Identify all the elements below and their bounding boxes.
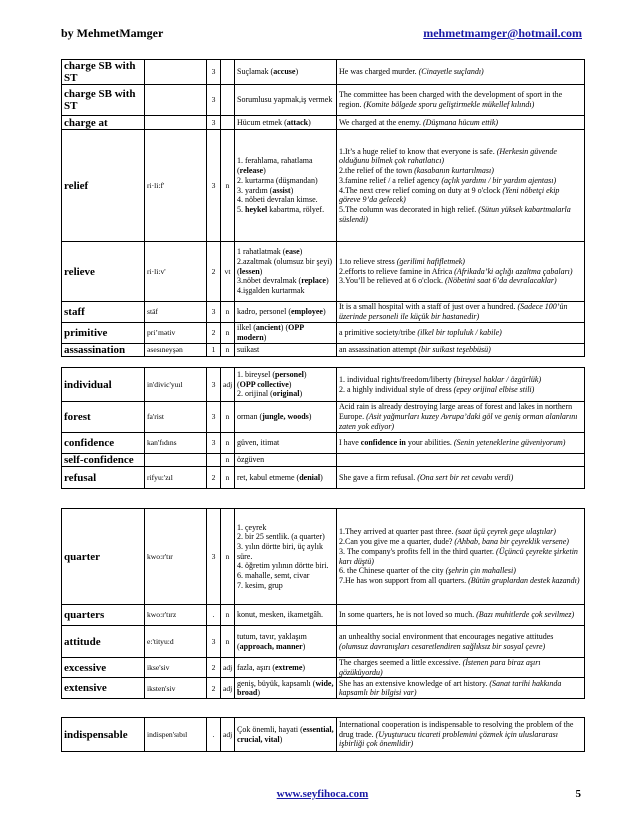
text-run: Acid rain is already destroying large areas of forest and lakes in northern Europe. bbox=[339, 402, 573, 422]
vocab-word: relieve bbox=[62, 242, 145, 302]
text-run: 1. bireysel ( bbox=[237, 369, 275, 379]
example-sentence bbox=[337, 302, 585, 323]
text-run: She gave a firm refusal. bbox=[339, 472, 418, 482]
text-run: 2. orijinal ( bbox=[237, 389, 273, 399]
pronunciation bbox=[145, 116, 207, 130]
vocab-word: refusal bbox=[62, 467, 145, 489]
frequency-number: 3 bbox=[207, 85, 221, 116]
vocab-word: forest bbox=[62, 402, 145, 433]
vocab-row bbox=[62, 302, 585, 323]
text-run: 5.The column was decorated in high relief. bbox=[339, 204, 479, 214]
text-run: In some quarters, he is not loved so much. bbox=[339, 610, 477, 620]
turkish-meaning bbox=[235, 116, 337, 130]
text-run: 2. a highly individual style of dress bbox=[339, 384, 454, 394]
vocab-row bbox=[62, 368, 585, 402]
translation-note: (olumsuz davranışları cesaretlendiren sağlıksız bir sosyal çevre) bbox=[339, 641, 546, 651]
keyword: release bbox=[239, 166, 264, 176]
text-run: ) bbox=[288, 379, 292, 389]
part-of-speech: n bbox=[221, 605, 235, 626]
example-sentence bbox=[337, 467, 585, 489]
text-run: 1.to relieve stress bbox=[339, 256, 397, 266]
author-email-link[interactable]: mehmetmamger@hotmail.com bbox=[423, 26, 582, 40]
turkish-meaning bbox=[235, 344, 337, 357]
text-run: I have bbox=[339, 438, 361, 448]
text-run: ) bbox=[295, 67, 299, 77]
vocab-word: assassination bbox=[62, 344, 145, 357]
text-run: tutum, tavır, yaklaşım ( bbox=[237, 631, 307, 651]
example-sentence bbox=[337, 344, 585, 357]
translation-note: (ilkel bir topluluk / kabile) bbox=[417, 328, 502, 338]
turkish-meaning bbox=[235, 678, 337, 699]
vocab-row bbox=[62, 678, 585, 699]
pronunciation: in'divic'yuıl bbox=[145, 368, 207, 402]
keyword: denial bbox=[299, 472, 321, 482]
vocab-word: charge SB with ST bbox=[62, 85, 145, 116]
text-run: 2. kurtarma (düşmandan) bbox=[237, 175, 318, 185]
vocab-word: quarters bbox=[62, 605, 145, 626]
turkish-meaning bbox=[235, 626, 337, 658]
page-header bbox=[61, 26, 584, 44]
vocab-word: staff bbox=[62, 302, 145, 323]
part-of-speech: n bbox=[221, 402, 235, 433]
example-sentence bbox=[337, 242, 585, 302]
frequency-number: 2 bbox=[207, 658, 221, 678]
translation-note: (Düşmana hücum ettik) bbox=[422, 117, 499, 127]
text-run: ) ( bbox=[280, 323, 289, 333]
turkish-meaning bbox=[235, 509, 337, 605]
part-of-speech bbox=[221, 116, 235, 130]
text-run: 5. bbox=[237, 204, 245, 214]
translation-note: (Uyuşturucu ticareti problemini çözmek için uluslararası işbirliği çok önemlidir) bbox=[339, 729, 558, 749]
pronunciation bbox=[145, 85, 207, 116]
pronunciation: əsesıneyşən bbox=[145, 344, 207, 357]
vocab-row bbox=[62, 433, 585, 454]
text-run: konut, mesken, ikametgâh. bbox=[237, 610, 323, 620]
pronunciation bbox=[145, 454, 207, 467]
example-sentence bbox=[337, 116, 585, 130]
keyword: accuse bbox=[273, 67, 296, 77]
pronunciation bbox=[145, 60, 207, 85]
text-run: ) bbox=[263, 333, 267, 342]
keyword: employee bbox=[290, 307, 323, 317]
vocab-row bbox=[62, 454, 585, 467]
vocab-word: confidence bbox=[62, 433, 145, 454]
pronunciation: fa'rist bbox=[145, 402, 207, 433]
text-run: an assassination attempt bbox=[339, 345, 419, 355]
keyword: heykel bbox=[245, 204, 268, 214]
turkish-meaning bbox=[235, 85, 337, 116]
text-run: 4. nöbeti devralan kimse. bbox=[237, 195, 318, 205]
vocab-word: charge SB with ST bbox=[62, 60, 145, 85]
text-run: ) bbox=[299, 389, 303, 399]
vocab-row bbox=[62, 467, 585, 489]
text-run: özgüven bbox=[237, 455, 265, 465]
vocab-table bbox=[61, 508, 585, 699]
translation-note: (Herkesin güvende olduğunu bilmek çok rahatlatıcı) bbox=[339, 146, 557, 166]
turkish-meaning bbox=[235, 718, 337, 752]
part-of-speech: n bbox=[221, 467, 235, 489]
translation-note: (Yeni nöbetçi ekip göreve 9’da gelecek) bbox=[339, 185, 560, 205]
turkish-meaning bbox=[235, 467, 337, 489]
vocab-word: attitude bbox=[62, 626, 145, 658]
example-sentence bbox=[337, 60, 585, 85]
translation-note: (bireysel haklar / özgürlük) bbox=[453, 374, 542, 384]
part-of-speech: n bbox=[221, 302, 235, 323]
text-run: fazla, aşırı ( bbox=[237, 662, 275, 672]
vocab-row bbox=[62, 60, 585, 85]
text-run: 2.the relief of the town bbox=[339, 166, 415, 176]
frequency-number: 3 bbox=[207, 368, 221, 402]
text-run: ) bbox=[303, 369, 307, 379]
text-run: 3. yardım ( bbox=[237, 185, 273, 195]
translation-note: (açlık yardımı / bir yardım ajentası) bbox=[441, 175, 557, 185]
translation-note: (Komite bölgede sporu geliştirmekle mükellef kılındı) bbox=[363, 100, 535, 109]
vocab-word: indispensable bbox=[62, 718, 145, 752]
text-run: 1 rahatlatmak ( bbox=[237, 247, 286, 257]
page-footer bbox=[61, 788, 584, 802]
text-run: güven, itimat bbox=[237, 438, 280, 448]
frequency-number: 3 bbox=[207, 433, 221, 454]
frequency-number: 3 bbox=[207, 302, 221, 323]
frequency-number: 2 bbox=[207, 467, 221, 489]
text-run: ) bbox=[308, 412, 312, 422]
translation-note: (saat üçü çeyrek geçe ulaştılar) bbox=[455, 527, 556, 537]
turkish-meaning bbox=[235, 130, 337, 242]
vocab-row bbox=[62, 718, 585, 752]
text-run: ) bbox=[263, 166, 266, 176]
translation-note: (Üçüncü çeyrekte şirketin karı düştü) bbox=[339, 546, 578, 566]
text-run: ) bbox=[259, 266, 263, 276]
vocab-word: self-confidence bbox=[62, 454, 145, 467]
translation-note: (Cinayetle suçlandı) bbox=[418, 67, 484, 77]
vocab-word: quarter bbox=[62, 509, 145, 605]
translation-note: (Sütun yüksek kabartmalarla süslendi) bbox=[339, 204, 571, 224]
vocab-table bbox=[61, 367, 585, 489]
text-run: your abilities. bbox=[405, 438, 454, 448]
text-run: an unhealthy social environment that encourages negative attitudes bbox=[339, 631, 554, 641]
text-run: 3. yılın dörtte biri, üç aylık süre. bbox=[237, 541, 323, 561]
vocab-word: relief bbox=[62, 130, 145, 242]
text-run: geniş, büyük, kapsamlı ( bbox=[237, 678, 316, 688]
pronunciation: kwo:r'tırz bbox=[145, 605, 207, 626]
keyword: approach, manner bbox=[239, 641, 303, 651]
part-of-speech: n bbox=[221, 509, 235, 605]
text-run: ) bbox=[302, 641, 306, 651]
keyword: replace bbox=[301, 276, 326, 286]
text-run: ) bbox=[302, 662, 306, 672]
frequency-number: . bbox=[207, 718, 221, 752]
vocab-row bbox=[62, 116, 585, 130]
text-run: We charged at the enemy. bbox=[339, 117, 423, 127]
text-run: Hücum etmek ( bbox=[237, 117, 287, 127]
translation-note: (Asit yağmurları kuzey Avrupa’daki göl ve geniş orman alanlarını zaten yok ediyor) bbox=[339, 412, 578, 431]
example-sentence bbox=[337, 626, 585, 658]
text-run: Çok önemli, hayati ( bbox=[237, 724, 303, 734]
vocab-table bbox=[61, 717, 585, 752]
vocab-row bbox=[62, 605, 585, 626]
text-run: kadro, personel ( bbox=[237, 307, 291, 317]
keyword: OPP modern bbox=[237, 323, 304, 342]
vocab-row bbox=[62, 344, 585, 357]
text-run: 6. the Chinese quarter of the city bbox=[339, 566, 446, 576]
text-run: It is a small hospital with a staff of just over a hundred. bbox=[339, 302, 518, 312]
text-run: ) bbox=[320, 472, 323, 482]
example-sentence bbox=[337, 658, 585, 678]
vocab-row bbox=[62, 626, 585, 658]
pronunciation: ikse'siv bbox=[145, 658, 207, 678]
part-of-speech bbox=[221, 60, 235, 85]
frequency-number: 3 bbox=[207, 116, 221, 130]
keyword: jungle, woods bbox=[262, 412, 309, 422]
turkish-meaning bbox=[235, 402, 337, 433]
text-run: a primitive society/tribe bbox=[339, 328, 418, 338]
part-of-speech: adj bbox=[221, 658, 235, 678]
keyword: ancient bbox=[255, 323, 281, 333]
part-of-speech: n bbox=[221, 344, 235, 357]
vocab-row bbox=[62, 509, 585, 605]
vocab-table bbox=[61, 129, 585, 357]
website-link[interactable]: www.seyfihoca.com bbox=[276, 788, 369, 800]
text-run: orman ( bbox=[237, 412, 263, 422]
text-run: 1.They arrived at quarter past three. bbox=[339, 527, 456, 537]
translation-note: (bir suikast teşebbüsü) bbox=[418, 345, 491, 355]
keyword: assist bbox=[272, 185, 291, 195]
vocab-row bbox=[62, 323, 585, 344]
text-run: 2.efforts to relieve famine in Africa bbox=[339, 266, 455, 276]
text-run: The charges seemed a little excessive. bbox=[339, 658, 463, 667]
text-run: 1. çeyrek bbox=[237, 522, 267, 532]
pronunciation: ri·li:v' bbox=[145, 242, 207, 302]
text-run: 6. mahalle, semt, civar bbox=[237, 571, 310, 581]
text-run: Sorumlusu yapmak,iş vermek bbox=[237, 95, 333, 105]
part-of-speech: n bbox=[221, 130, 235, 242]
part-of-speech: n bbox=[221, 626, 235, 658]
vocab-row bbox=[62, 85, 585, 116]
keyword: lessen bbox=[239, 266, 260, 276]
example-sentence bbox=[337, 85, 585, 116]
pronunciation: iksten'siv bbox=[145, 678, 207, 699]
translation-note: (İstenen para biraz aşırı gözüküyordu) bbox=[339, 658, 541, 677]
translation-note: (Bazı muhitlerde çok sevilmez) bbox=[476, 610, 575, 620]
text-run: ret, kabul etmeme ( bbox=[237, 472, 300, 482]
pronunciation: indispen'sıbıl bbox=[145, 718, 207, 752]
keyword: original bbox=[272, 389, 300, 399]
keyword: ease bbox=[285, 247, 300, 257]
frequency-number: 3 bbox=[207, 402, 221, 433]
turkish-meaning bbox=[235, 323, 337, 344]
pronunciation: e:'tityu:d bbox=[145, 626, 207, 658]
translation-note: (epey orijinal elbise stili) bbox=[453, 384, 535, 394]
text-run: 4. öğretim yılının dörtte biri. bbox=[237, 561, 329, 571]
part-of-speech: n bbox=[221, 454, 235, 467]
vocab-word: individual bbox=[62, 368, 145, 402]
pronunciation: stäf bbox=[145, 302, 207, 323]
pronunciation: rifyu:'zıl bbox=[145, 467, 207, 489]
keyword: attack bbox=[286, 117, 309, 127]
text-run: The committee has been charged with the development of sport in the region. bbox=[339, 90, 563, 109]
text-run: International cooperation is indispensable to resolving the problem of the drug trade. bbox=[339, 719, 574, 739]
text-run: 1. ferahlama, rahatlama ( bbox=[237, 156, 313, 176]
example-sentence bbox=[337, 509, 585, 605]
pronunciation: ri·li:f' bbox=[145, 130, 207, 242]
text-run: 2.azaltmak (olumsuz bir şeyi) ( bbox=[237, 256, 333, 276]
turkish-meaning bbox=[235, 433, 337, 454]
frequency-number: 1 bbox=[207, 344, 221, 357]
text-run: Suçlamak ( bbox=[237, 67, 274, 77]
page-number: 5 bbox=[575, 788, 581, 800]
vocab-word: excessive bbox=[62, 658, 145, 678]
frequency-number: 3 bbox=[207, 60, 221, 85]
translation-note: (Ahbab, bana bir çeyreklik versene) bbox=[454, 537, 569, 547]
keyword: personel bbox=[275, 369, 304, 379]
translation-note: (kasabanın kurtarılması) bbox=[414, 166, 494, 176]
translation-note: (şehrin çin mahallesi) bbox=[445, 566, 516, 576]
frequency-number: . bbox=[207, 605, 221, 626]
text-run: 3.You’ll be relieved at 6 o'clock. bbox=[339, 276, 445, 286]
frequency-number: 3 bbox=[207, 626, 221, 658]
vocab-word: charge at bbox=[62, 116, 145, 130]
example-sentence bbox=[337, 433, 585, 454]
vocab-word: extensive bbox=[62, 678, 145, 699]
frequency-number bbox=[207, 454, 221, 467]
part-of-speech: adj bbox=[221, 368, 235, 402]
translation-note: (Senin yeteneklerine güveniyorum) bbox=[453, 438, 566, 448]
text-run: ) bbox=[322, 307, 326, 317]
part-of-speech: n bbox=[221, 323, 235, 344]
example-sentence bbox=[337, 323, 585, 344]
text-run: 4.The next crew relief coming on duty at 9 o'clock bbox=[339, 185, 503, 195]
author-name: by MehmetMamger bbox=[61, 26, 164, 40]
turkish-meaning bbox=[235, 242, 337, 302]
frequency-number: 3 bbox=[207, 509, 221, 605]
example-sentence bbox=[337, 402, 585, 433]
vocab-table bbox=[61, 59, 585, 130]
example-sentence bbox=[337, 368, 585, 402]
text-run: ) bbox=[290, 185, 294, 195]
turkish-meaning bbox=[235, 605, 337, 626]
pronunciation: pri’mətiv bbox=[145, 323, 207, 344]
text-run: ) bbox=[299, 247, 303, 257]
turkish-meaning bbox=[235, 302, 337, 323]
text-run: 3.nöbet devralmak ( bbox=[237, 276, 302, 286]
translation-note: (Ona sert bir ret cevabı verdi) bbox=[417, 472, 514, 482]
turkish-meaning bbox=[235, 60, 337, 85]
part-of-speech: vt bbox=[221, 242, 235, 302]
pronunciation: kwo:r'tır bbox=[145, 509, 207, 605]
turkish-meaning bbox=[235, 658, 337, 678]
text-run: ilkel ( bbox=[237, 323, 256, 333]
part-of-speech: adj bbox=[221, 718, 235, 752]
text-run: ) bbox=[308, 117, 311, 127]
keyword: OPP collective bbox=[239, 379, 289, 389]
translation-note: (Sadece 100’ün üzerinde personeli ile küçük bir hastanedir) bbox=[339, 302, 568, 321]
keyword: confidence in bbox=[360, 438, 406, 448]
vocab-row bbox=[62, 242, 585, 302]
text-run: suikast bbox=[237, 345, 260, 355]
frequency-number: 2 bbox=[207, 678, 221, 699]
keyword: essential, crucial, vital bbox=[237, 724, 334, 744]
text-run: 7. kesim, grup bbox=[237, 580, 283, 590]
frequency-number: 3 bbox=[207, 130, 221, 242]
vocab-word: primitive bbox=[62, 323, 145, 344]
text-run: 7.He has won support from all quarters. bbox=[339, 575, 469, 585]
turkish-meaning bbox=[235, 454, 337, 467]
example-sentence bbox=[337, 678, 585, 699]
text-run: 2. bir 25 sentlik. (a quarter) bbox=[237, 532, 325, 542]
translation-note: (Bütün gruplardan destek kazandı) bbox=[468, 575, 580, 585]
keyword: wide, broad bbox=[237, 678, 334, 698]
part-of-speech: adj bbox=[221, 678, 235, 699]
text-run: 3. The company's profits fell in the third quarter. bbox=[339, 546, 497, 556]
text-run: ) bbox=[279, 734, 283, 744]
translation-note: (Sanat tarihi hakkında kapsamlı bir bilgisi var) bbox=[339, 678, 562, 698]
text-run: 3.famine relief / a relief agency bbox=[339, 175, 442, 185]
text-run: 1. individual rights/freedom/liberty bbox=[339, 374, 454, 384]
vocab-row bbox=[62, 402, 585, 433]
keyword: extreme bbox=[274, 662, 303, 672]
frequency-number: 2 bbox=[207, 323, 221, 344]
text-run: 1.It’s a huge relief to know that everyone is safe. bbox=[339, 146, 497, 156]
text-run: He was charged murder. bbox=[339, 67, 419, 77]
example-sentence bbox=[337, 605, 585, 626]
text-run: 2.Can you give me a quarter, dude? bbox=[339, 537, 455, 547]
text-run: kabartma, rölyef. bbox=[267, 204, 325, 214]
part-of-speech bbox=[221, 85, 235, 116]
vocab-row bbox=[62, 658, 585, 678]
example-sentence bbox=[337, 718, 585, 752]
text-run: ) bbox=[257, 688, 260, 698]
frequency-number: 2 bbox=[207, 242, 221, 302]
text-run: 4.işgalden kurtarmak bbox=[237, 286, 305, 296]
example-sentence bbox=[337, 130, 585, 242]
text-run: ( bbox=[237, 379, 240, 389]
text-run: ) bbox=[325, 276, 329, 286]
vocab-row bbox=[62, 130, 585, 242]
text-run: She has an extensive knowledge of art history. bbox=[339, 678, 490, 688]
pronunciation: kan'fıdıns bbox=[145, 433, 207, 454]
translation-note: (gerilimi hafifletmek) bbox=[396, 256, 465, 266]
example-sentence bbox=[337, 454, 585, 467]
translation-note: (Afrikada’ki açlığı azaltma çabaları) bbox=[454, 266, 573, 276]
translation-note: (Nöbetini saat 6’da devralacaklar) bbox=[444, 276, 557, 286]
part-of-speech: n bbox=[221, 433, 235, 454]
turkish-meaning bbox=[235, 368, 337, 402]
